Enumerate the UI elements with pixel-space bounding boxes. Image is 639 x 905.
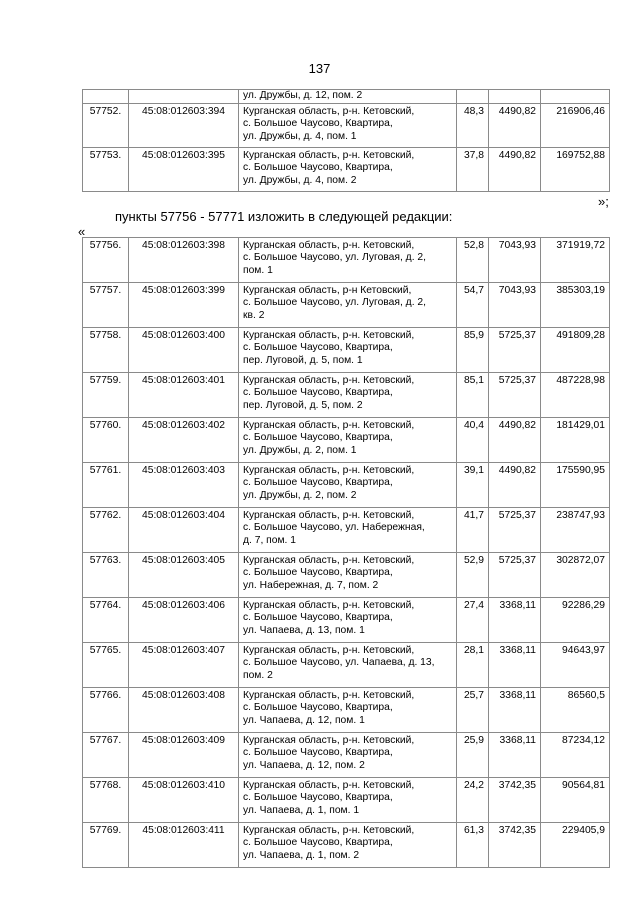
page-number: 137 <box>308 61 331 76</box>
address-line: с. Большое Чаусово, Квартира, <box>243 792 393 804</box>
cell-address <box>239 283 457 328</box>
cell-price: 3368,11 <box>489 688 541 733</box>
address-line: ул. Дружбы, д. 2, пом. 1 <box>243 444 357 456</box>
cell-number: 57765. <box>83 643 129 688</box>
address-line: Курганская область, р-н. Кетовский, <box>243 600 415 611</box>
address-line: ул. Набережная, д. 7, пом. 2 <box>243 579 379 591</box>
address-line: Курганская область, р-н. Кетовский, <box>243 240 415 251</box>
cell-cadastral: 45:08:012603:405 <box>129 553 239 598</box>
address-line: Курганская область, р-н Кетовский, <box>243 285 412 296</box>
cell-number: 57757. <box>83 283 129 328</box>
address-line: с. Большое Чаусово, Квартира, <box>243 162 393 174</box>
address-line: ул. Чапаева, д. 1, пом. 2 <box>243 849 360 861</box>
address-line: с. Большое Чаусово, ул. Чапаева, д. 13, <box>243 657 435 669</box>
address-line: Курганская область, р-н. Кетовский, <box>243 825 415 836</box>
cell-price: 4490,82 <box>489 418 541 463</box>
table-row <box>83 823 610 868</box>
address-line: ул. Дружбы, д. 4, пом. 1 <box>243 130 357 142</box>
cell-cadastral: 45:08:012603:409 <box>129 733 239 778</box>
cell-address <box>239 373 457 418</box>
cell-number: 57764. <box>83 598 129 643</box>
address-line: с. Большое Чаусово, Квартира, <box>243 342 393 354</box>
cell-cadastral: 45:08:012603:411 <box>129 823 239 868</box>
cell-area: 24,2 <box>457 778 489 823</box>
address-line: ул. Чапаева, д. 1, пом. 1 <box>243 804 360 816</box>
table-row <box>83 283 610 328</box>
address-line: с. Большое Чаусово, ул. Луговая, д. 2, <box>243 297 427 309</box>
cell-number: 57761. <box>83 463 129 508</box>
cell-address <box>239 463 457 508</box>
cell-area: 27,4 <box>457 598 489 643</box>
address-line: ул. Дружбы, д. 2, пом. 2 <box>243 489 357 501</box>
address-line: Курганская область, р-н. Кетовский, <box>243 330 415 341</box>
address-line: с. Большое Чаусово, Квартира, <box>243 432 393 444</box>
cell-cadastral <box>129 90 239 104</box>
cell-area: 85,9 <box>457 328 489 373</box>
cell-area: 54,7 <box>457 283 489 328</box>
cell-price: 5725,37 <box>489 508 541 553</box>
cell-number: 57762. <box>83 508 129 553</box>
cell-address <box>239 148 457 192</box>
cell-total: 229405,9 <box>541 823 610 868</box>
cell-area <box>457 90 489 104</box>
address-line: Курганская область, р-н. Кетовский, <box>243 420 415 431</box>
cell-total: 169752,88 <box>541 148 610 192</box>
cell-price: 5725,37 <box>489 373 541 418</box>
cell-cadastral: 45:08:012603:401 <box>129 373 239 418</box>
cell-total: 487228,98 <box>541 373 610 418</box>
cell-area: 48,3 <box>457 104 489 148</box>
table-row <box>83 418 610 463</box>
cell-cadastral: 45:08:012603:399 <box>129 283 239 328</box>
address-line: с. Большое Чаусово, ул. Набережная, <box>243 522 425 534</box>
cell-address <box>239 778 457 823</box>
address-line: с. Большое Чаусово, Квартира, <box>243 387 393 399</box>
cell-total: 94643,97 <box>541 643 610 688</box>
address-line: Курганская область, р-н. Кетовский, <box>243 780 415 791</box>
cell-cadastral: 45:08:012603:402 <box>129 418 239 463</box>
address-line: Курганская область, р-н. Кетовский, <box>243 510 415 521</box>
cell-total: 86560,5 <box>541 688 610 733</box>
cell-number: 57758. <box>83 328 129 373</box>
cell-area: 25,9 <box>457 733 489 778</box>
cell-address <box>239 598 457 643</box>
cell-number: 57752. <box>83 104 129 148</box>
cell-price: 7043,93 <box>489 238 541 283</box>
table-row <box>83 104 610 148</box>
cell-number <box>83 90 129 104</box>
cell-number: 57759. <box>83 373 129 418</box>
cell-total: 385303,19 <box>541 283 610 328</box>
table-row <box>83 90 610 104</box>
address-line: Курганская область, р-н. Кетовский, <box>243 690 415 701</box>
cell-price <box>489 90 541 104</box>
cell-area: 85,1 <box>457 373 489 418</box>
closing-quote: »; <box>598 194 609 209</box>
address-line: Курганская область, р-н. Кетовский, <box>243 106 415 117</box>
cell-address <box>239 823 457 868</box>
cell-total: 181429,01 <box>541 418 610 463</box>
cell-area: 37,8 <box>457 148 489 192</box>
table-row <box>83 373 610 418</box>
cell-number: 57767. <box>83 733 129 778</box>
cell-address: ул. Дружбы, д. 12, пом. 2 <box>239 90 457 104</box>
cell-total <box>541 90 610 104</box>
cell-total: 371919,72 <box>541 238 610 283</box>
address-line: пом. 2 <box>243 669 273 681</box>
cell-address <box>239 643 457 688</box>
address-line: с. Большое Чаусово, Квартира, <box>243 567 393 579</box>
cell-cadastral: 45:08:012603:394 <box>129 104 239 148</box>
address-line: с. Большое Чаусово, Квартира, <box>243 702 393 714</box>
cell-area: 39,1 <box>457 463 489 508</box>
cell-address <box>239 104 457 148</box>
cell-cadastral: 45:08:012603:407 <box>129 643 239 688</box>
cell-number: 57768. <box>83 778 129 823</box>
table-row <box>83 598 610 643</box>
cell-address <box>239 238 457 283</box>
opening-quote: « <box>78 224 86 239</box>
cell-total: 216906,46 <box>541 104 610 148</box>
cell-area: 52,9 <box>457 553 489 598</box>
cell-number: 57753. <box>83 148 129 192</box>
address-line: д. 7, пом. 1 <box>243 534 297 546</box>
address-line: с. Большое Чаусово, Квартира, <box>243 612 393 624</box>
cell-number: 57756. <box>83 238 129 283</box>
address-line: ул. Чапаева, д. 12, пом. 2 <box>243 759 365 771</box>
cell-total: 302872,07 <box>541 553 610 598</box>
address-line: ул. Дружбы, д. 4, пом. 2 <box>243 174 357 186</box>
address-line: ул. Чапаева, д. 12, пом. 1 <box>243 714 365 726</box>
registry-table <box>82 237 610 868</box>
address-line: пер. Луговой, д. 5, пом. 1 <box>243 354 363 366</box>
cell-total: 238747,93 <box>541 508 610 553</box>
cell-number: 57760. <box>83 418 129 463</box>
cell-price: 3742,35 <box>489 778 541 823</box>
cell-price: 4490,82 <box>489 104 541 148</box>
cell-total: 92286,29 <box>541 598 610 643</box>
cell-price: 4490,82 <box>489 463 541 508</box>
address-line: с. Большое Чаусово, Квартира, <box>243 477 393 489</box>
cell-cadastral: 45:08:012603:395 <box>129 148 239 192</box>
table-row <box>83 508 610 553</box>
cell-address <box>239 688 457 733</box>
cell-price: 5725,37 <box>489 553 541 598</box>
cell-address <box>239 553 457 598</box>
cell-cadastral: 45:08:012603:398 <box>129 238 239 283</box>
cell-cadastral: 45:08:012603:403 <box>129 463 239 508</box>
table-row <box>83 238 610 283</box>
table-row <box>83 328 610 373</box>
address-line: Курганская область, р-н. Кетовский, <box>243 465 415 476</box>
cell-price: 4490,82 <box>489 148 541 192</box>
cell-area: 52,8 <box>457 238 489 283</box>
cell-cadastral: 45:08:012603:410 <box>129 778 239 823</box>
address-line: с. Большое Чаусово, Квартира, <box>243 747 393 759</box>
cell-address <box>239 418 457 463</box>
cell-area: 61,3 <box>457 823 489 868</box>
address-line: Курганская область, р-н. Кетовский, <box>243 735 415 746</box>
address-line: с. Большое Чаусово, Квартира, <box>243 118 393 130</box>
cell-area: 40,4 <box>457 418 489 463</box>
table-row <box>83 148 610 192</box>
cell-price: 3368,11 <box>489 733 541 778</box>
address-line: Курганская область, р-н. Кетовский, <box>243 555 415 566</box>
cell-price: 5725,37 <box>489 328 541 373</box>
address-line: Курганская область, р-н. Кетовский, <box>243 150 415 161</box>
cell-price: 3368,11 <box>489 643 541 688</box>
cell-number: 57763. <box>83 553 129 598</box>
cell-address <box>239 508 457 553</box>
table-row <box>83 688 610 733</box>
address-line: Курганская область, р-н. Кетовский, <box>243 645 415 656</box>
cell-number: 57769. <box>83 823 129 868</box>
cell-total: 90564,81 <box>541 778 610 823</box>
cell-number: 57766. <box>83 688 129 733</box>
table-row <box>83 553 610 598</box>
cell-address <box>239 733 457 778</box>
address-line: с. Большое Чаусово, Квартира, <box>243 837 393 849</box>
address-line: Курганская область, р-н. Кетовский, <box>243 375 415 386</box>
cell-cadastral: 45:08:012603:408 <box>129 688 239 733</box>
cell-cadastral: 45:08:012603:400 <box>129 328 239 373</box>
cell-area: 28,1 <box>457 643 489 688</box>
cell-total: 87234,12 <box>541 733 610 778</box>
table-row <box>83 778 610 823</box>
cell-area: 25,7 <box>457 688 489 733</box>
address-line: пер. Луговой, д. 5, пом. 2 <box>243 399 363 411</box>
registry-table-continued <box>82 89 610 192</box>
cell-price: 3742,35 <box>489 823 541 868</box>
table-row <box>83 733 610 778</box>
cell-price: 3368,11 <box>489 598 541 643</box>
instruction-text: пункты 57756 - 57771 изложить в следующей редакции: <box>115 209 453 224</box>
cell-total: 175590,95 <box>541 463 610 508</box>
cell-cadastral: 45:08:012603:404 <box>129 508 239 553</box>
address-line: ул. Чапаева, д. 13, пом. 1 <box>243 624 365 636</box>
table-row <box>83 463 610 508</box>
address-line: с. Большое Чаусово, ул. Луговая, д. 2, <box>243 252 427 264</box>
cell-cadastral: 45:08:012603:406 <box>129 598 239 643</box>
address-line: кв. 2 <box>243 309 265 321</box>
address-line: пом. 1 <box>243 264 273 276</box>
cell-price: 7043,93 <box>489 283 541 328</box>
cell-total: 491809,28 <box>541 328 610 373</box>
cell-area: 41,7 <box>457 508 489 553</box>
table-row <box>83 643 610 688</box>
cell-address <box>239 328 457 373</box>
